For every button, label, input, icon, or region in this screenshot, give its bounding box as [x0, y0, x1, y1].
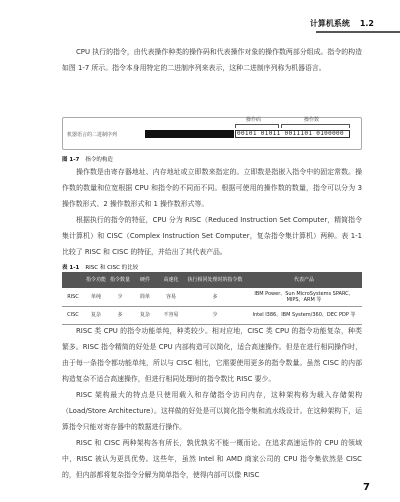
table-header: 指令数量 — [108, 272, 132, 288]
binary-bits: 00101 01011 0011101 0100000 — [235, 130, 350, 138]
binary-sequence-label: 机器语言的二进制序列 — [67, 132, 118, 138]
table-header — [62, 272, 84, 288]
paragraph-1: CPU 执行的指令，由代表操作种类的操作码和代表操作对象的操作数两部分组成。指令的构造如图 1-7 所示。指令本身用特定的二进制序列来表示，这种二进制序列称为机器语言。 — [62, 48, 362, 72]
preceding-bits-block — [145, 130, 234, 138]
comparison-table — [62, 272, 362, 325]
table-cell: 简单 — [132, 288, 158, 306]
table-cell: 少 — [108, 288, 132, 306]
figure-caption-text: 指令的构造 — [85, 157, 113, 163]
figure-caption — [62, 155, 113, 163]
table-cell: 复杂 — [84, 306, 108, 324]
header-section: 1.2 — [359, 19, 374, 28]
operand-bracket — [281, 117, 350, 128]
table-header: 硬件 — [132, 272, 158, 288]
table-caption-number: 表 1-1 — [62, 265, 80, 271]
table-cell: 容易 — [158, 288, 184, 306]
table-header: 代表产品 — [246, 272, 362, 288]
paragraph-5: RISC 架构最大的特点是只使用载入和存储指令访问内存，这种架构称为载入存储架构（Load/Store Architecture）。这样做的好处是可以简化指令集和流水线设计。在这种架构下，运算指令只能对寄存器中的数据进行操作。 — [62, 391, 362, 431]
operand-label: 操作数 — [304, 117, 320, 123]
table-cell: 不容易 — [158, 306, 184, 324]
table-header-row — [62, 272, 362, 288]
table-cell: RISC — [62, 288, 84, 306]
table-cell: CISC — [62, 306, 84, 324]
table-row — [62, 306, 362, 324]
table-cell: 多 — [184, 288, 246, 306]
table-caption-text: RISC 和 CISC 的比较 — [85, 265, 139, 271]
table-header: 执行相同处理时的指令数 — [184, 272, 246, 288]
table-cell: 复杂 — [132, 306, 158, 324]
table-cell: 单纯 — [84, 288, 108, 306]
page-number: 7 — [363, 482, 370, 493]
table-cell: 少 — [184, 306, 246, 324]
paragraph-6: RISC 和 CISC 两种架构各有所长，孰优孰劣不能一概而论。在追求高速运作的 CPU 的领域中，RISC 被认为更具优势。这些年，虽然 Intel 和 AMD 商家公司的 CPU 指令集依然是 CISC 的，但内部都将复杂指令分解为简单指令，使得内部可以像 RISC — [62, 439, 362, 479]
running-header — [310, 18, 374, 29]
table-header: 指令功能 — [84, 272, 108, 288]
table-row — [62, 288, 362, 306]
instruction-figure — [62, 117, 362, 150]
table-cell: IBM Power、Sun MicroSystems SPARC、MIPS、ARM 等 — [246, 288, 362, 306]
opcode-bracket — [235, 117, 279, 128]
paragraph-2: 操作数是由寄存器地址、内存地址或立即数来指定的。立即数是指嵌入指令中的固定常数。操作数的数量和位宽根据 CPU 和指令的不同而不同。根据可使用的操作数的数量，指令可以分为 3 操作数形式、2 操作数形式和 1 操作数形式等。 — [62, 168, 362, 208]
header-rule — [316, 31, 400, 33]
table-cell: Intel I386、IBM System/360、DEC PDP 等 — [246, 306, 362, 324]
paragraph-4: RISC 类 CPU 的指令功能单纯，种类较少。相对应地，CISC 类 CPU 的指令功能复杂，种类繁多。RISC 指令精简的好处是 CPU 内部构造可以简化，适合高速操作。但是在进行相同操作时，由于每一条指令都功能单纯，所以与 CISC 相比，它需要使用更多的指令数量。虽然 CISC 的内部构造复杂不适合高速操作，但进行相同处理时的指令数比 RISC 要少。 — [62, 327, 362, 383]
paragraph-3: 根据执行的指令的特征，CPU 分为 RISC（Reduced Instruction Set Computer，精简指令集计算机）和 CISC（Complex Instruction Set Computer，复杂指令集计算机）两种。表 1-1 比较了 RISC 和 CISC 的特征，并给出了其代表产品。 — [62, 216, 362, 256]
opcode-label: 操作码 — [246, 117, 262, 123]
table-cell: 多 — [108, 306, 132, 324]
header-title: 计算机系统 — [309, 19, 350, 28]
figure-caption-number: 图 1-7 — [62, 157, 80, 163]
table-caption — [62, 263, 138, 271]
table-header: 高速化 — [158, 272, 184, 288]
